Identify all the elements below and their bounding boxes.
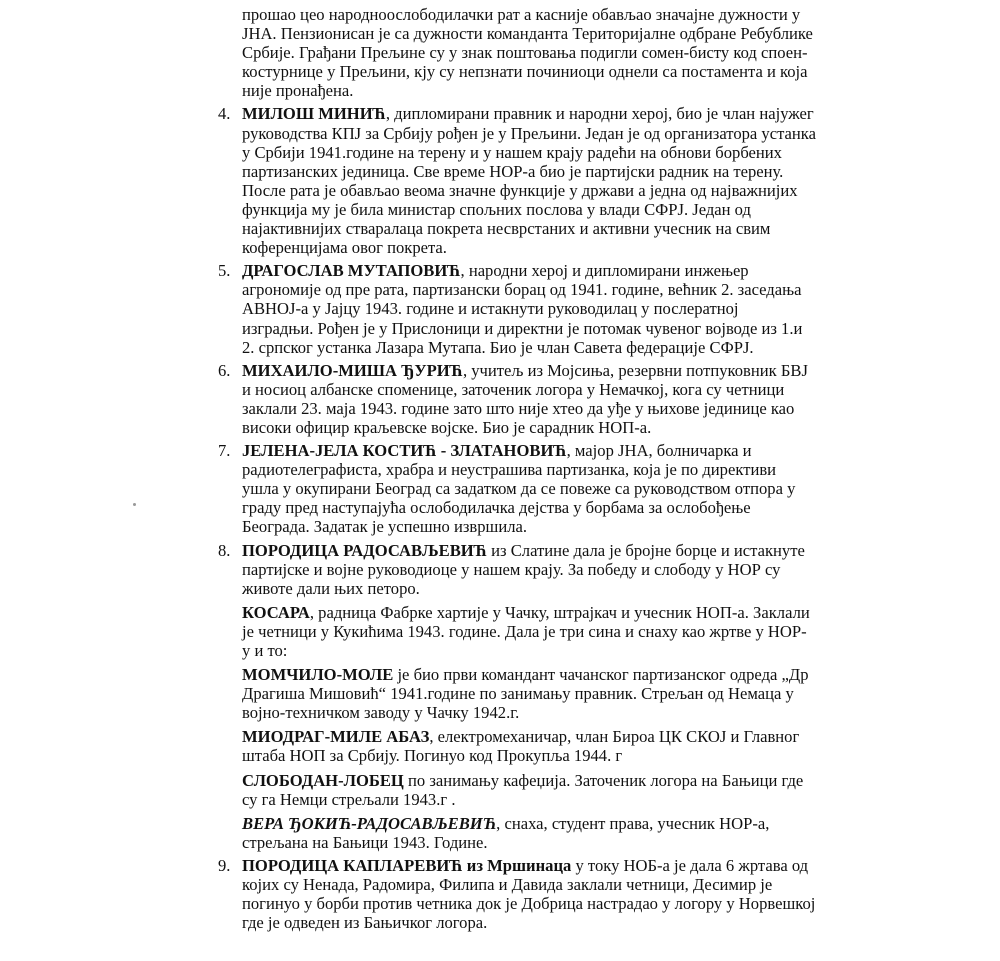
- text-line: [242, 261, 882, 280]
- text-line: После рата је обављао веома значне функције у држави а једна од најважнијих: [242, 180, 798, 200]
- continuation-paragraph: [242, 5, 882, 100]
- list-item-8: [218, 540, 882, 852]
- text-line: није пронађена.: [242, 81, 354, 101]
- text-line: [242, 727, 882, 746]
- text-line: погинуо у борби против четника док је Добрица настрадао у логору у Норвешкој: [242, 894, 816, 914]
- text-fragment: , мајор ЈНА, болничарка и: [566, 441, 752, 461]
- text-fragment: , учитељ из Мојсиња, резервни потпуковник БВЈ: [462, 360, 808, 380]
- text-line: заклали 23. маја 1943. године зато што није хтео да уђе у њихове јединице као: [242, 398, 795, 418]
- family-member-momcilo: [242, 665, 882, 722]
- item-number: 5.: [218, 261, 231, 281]
- text-line: у Србији 1941.године на терену и у нашем крају радећи на обнови борбених: [242, 142, 782, 162]
- text-line: 2. српског устанка Лазара Мутапа. Био је члан Савета федерације СФРЈ.: [242, 337, 754, 357]
- item-number: 4.: [218, 104, 231, 124]
- text-line: коференцијама овог покрета.: [242, 238, 447, 258]
- text-line: агрономије од пре рата, партизански борац од 1941. године, већник 2. заседања: [242, 280, 802, 300]
- text-line: [242, 665, 882, 684]
- person-name: МИЛОШ МИНИЋ: [242, 104, 386, 124]
- text-line: АВНОЈ-а у Јајцу 1943. године и истакнути руководилац у послератној: [242, 299, 739, 319]
- person-name: ЈЕЛЕНА-ЈЕЛА КОСТИЋ - ЗЛАТАНОВИЋ: [242, 441, 567, 461]
- text-line: [242, 104, 882, 123]
- text-line: прошао цео народноослободилачки рат а касније обављао значајне дужности у: [242, 5, 801, 24]
- text-fragment: из Слатине дала је бројне борце и истакнуте: [486, 540, 805, 560]
- text-line: животе дали њих петоро.: [242, 578, 420, 598]
- text-line: ЈНА. Пензионисан је са дужности команданта Територијалне одбране Ребублике: [242, 24, 813, 44]
- text-line: [242, 856, 882, 875]
- text-line: руководства КПЈ за Србију рођен је у Прељини. Један је од организатора устанка: [242, 123, 816, 143]
- scan-speck: [133, 503, 136, 506]
- document-text: [218, 5, 882, 933]
- list-item-4: [218, 104, 882, 258]
- text-line: партизанских јединица. Све време НОР-а био је партијски радник на терену.: [242, 161, 784, 181]
- text-fragment: , дипломирани правник и народни херој, био је члан најужег: [385, 104, 814, 124]
- text-fragment: , снаха, студент права, учесник НОР-а,: [496, 813, 770, 833]
- text-fragment: , народни херој и дипломирани инжењер: [460, 261, 749, 281]
- text-line: у и то:: [242, 641, 288, 660]
- family-name: ПОРОДИЦА РАДОСАВЉЕВИЋ: [242, 540, 487, 560]
- list-item-5: [218, 261, 882, 357]
- text-fragment: , радница Фабрке хартије у Чачку, штрајкач и учесник НОП-а. Заклали: [309, 602, 810, 622]
- text-line: штаба НОП за Србију. Погинуо код Прокупља 1944. г: [242, 746, 623, 766]
- text-line: којих су Ненада, Радомира, Филипа и Давида заклали четници, Десимир је: [242, 875, 773, 895]
- text-line: најактивнијих стваралаца покрета несврстаних и активни учесник на свим: [242, 219, 771, 239]
- item-number: 8.: [218, 540, 231, 560]
- text-line: Драгиша Мишовић“ 1941.године по занимању правник. Стрељан од Немаца у: [242, 684, 794, 704]
- text-line: функција му је била министар спољних послова у влади СФРЈ. Један од: [242, 199, 751, 219]
- text-fragment: је био први командант чачанског партизанског одреда „Др: [393, 665, 809, 685]
- text-line: ушла у окупирани Београд са задатком да се повеже са руководством отпора у: [242, 479, 796, 499]
- family-member-slobodan: [242, 771, 882, 809]
- member-name: ВЕРА ЂОКИЋ-РАДОСАВЉЕВИЋ: [242, 813, 497, 833]
- text-line: Србије. Грађани Прељине су у знак поштовања подигли сомен-бисту код споен-: [242, 43, 808, 63]
- text-line: стрељана на Бањици 1943. Године.: [242, 832, 488, 852]
- member-name: МОМЧИЛО-МОЛЕ: [242, 665, 394, 685]
- member-name: КОСАРА: [242, 602, 310, 622]
- text-fragment: , електромеханичар, члан Бироа ЦК СКОЈ и Главног: [429, 727, 800, 747]
- list-item-7: [218, 441, 882, 537]
- person-name: МИХАИЛО-МИША ЂУРИЋ: [242, 360, 463, 380]
- item-number: 7.: [218, 441, 231, 461]
- text-line: [242, 541, 882, 560]
- text-line: костурнице у Прељини, кју су непзнати починиоци однели са постамента и која: [242, 62, 808, 82]
- text-line: [242, 814, 882, 833]
- list-item-6: [218, 360, 882, 437]
- family-name: ПОРОДИЦА КАПЛАРЕВИЋ из Мршинаца: [242, 855, 572, 875]
- text-line: граду пред наступајућа ослободилачка дејства у борбама за ослобођење: [242, 498, 751, 518]
- text-line: и носиоц албанске споменице, заточеник логора у Немачкој, кога су четници: [242, 379, 785, 399]
- text-line: [242, 771, 882, 790]
- family-member-miodrag: [242, 727, 882, 765]
- text-line: су га Немци стрељали 1943.г .: [242, 789, 456, 809]
- text-line: високи официр краљевске војске. Био је сарадник НОП-а.: [242, 417, 652, 437]
- item-number: 6.: [218, 360, 231, 380]
- member-name: СЛОБОДАН-ЛОБЕЦ: [242, 770, 404, 790]
- text-line: [242, 603, 882, 622]
- person-name: ДРАГОСЛАВ МУТАПОВИЋ: [242, 261, 461, 281]
- list-item-9: [218, 855, 882, 933]
- text-fragment: по занимању кафеџија. Заточеник логора на Бањици где: [403, 770, 804, 790]
- text-line: партијске и војне руководиоце у нашем крају. За победу и слободу у НОР су: [242, 559, 781, 579]
- text-fragment: у току НОБ-а је дала 6 жртава од: [571, 855, 809, 875]
- text-line: Београда. Задатак је успешно извршила.: [242, 517, 528, 537]
- text-line: где је одведен из Бањичког логора.: [242, 913, 488, 933]
- text-line: [242, 441, 882, 460]
- family-member-kosara: [242, 603, 882, 660]
- member-name: МИОДРАГ-МИЛЕ АБАЗ: [242, 727, 430, 747]
- text-line: [242, 361, 882, 380]
- text-line: је четници у Кукићима 1943. године. Дала је три сина и снаху као жртве у НОР-: [242, 621, 807, 641]
- text-line: војно-техничком заводу у Чачку 1942.г.: [242, 703, 520, 723]
- text-line: радиотелеграфиста, храбра и неустрашива партизанка, која је по директиви: [242, 460, 777, 480]
- text-line: изградњи. Рођен је у Прислоници и директни је потомак чувеног војводе из 1.и: [242, 318, 803, 338]
- family-member-vera: [242, 814, 882, 852]
- item-number: 9.: [218, 855, 231, 875]
